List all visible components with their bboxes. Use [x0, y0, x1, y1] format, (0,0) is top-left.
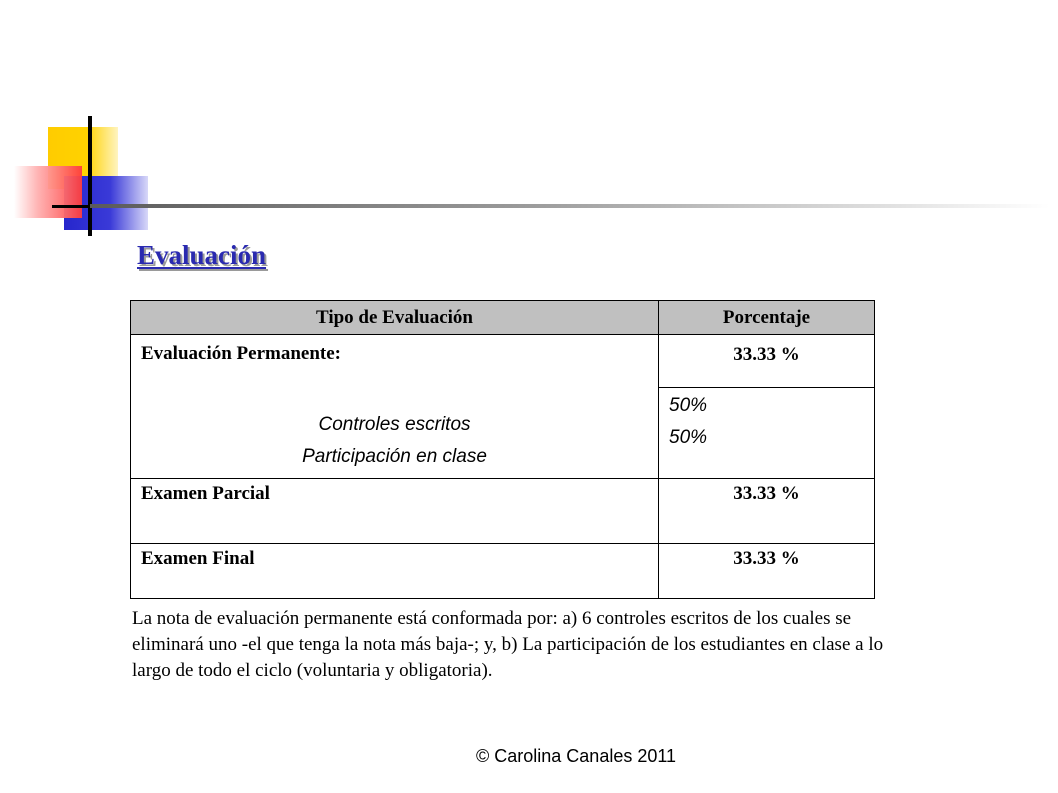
copyright-footer: © Carolina Canales 2011 — [476, 746, 677, 766]
parcial-label: Examen Parcial — [131, 479, 659, 544]
table-header-row — [131, 301, 875, 335]
permanente-value: 33.33 % — [733, 344, 800, 365]
decor-red-square — [14, 166, 82, 218]
sub-item-controles: Controles escritos — [318, 414, 471, 435]
slide-title: Evaluación — [137, 240, 267, 270]
table-row-permanente — [131, 335, 875, 388]
permanente-label: Evaluación Permanente: — [141, 343, 342, 364]
sub-value-participacion: 50% — [669, 427, 708, 449]
decor-horizontal-rule — [90, 204, 1050, 208]
table-row-final — [131, 544, 875, 599]
sub-value-controles: 50% — [669, 395, 708, 417]
table-row-parcial — [131, 479, 875, 544]
permanente-sub-items — [131, 409, 658, 473]
cell-permanente — [131, 335, 659, 479]
parcial-value: 33.33 % — [659, 479, 875, 544]
cell-permanente-value — [659, 335, 875, 388]
evaluation-table — [130, 300, 875, 599]
final-value: 33.33 % — [659, 544, 875, 599]
decor-vertical-line — [88, 116, 92, 236]
cell-permanente-sub-values — [659, 388, 875, 479]
final-label: Examen Final — [131, 544, 659, 599]
sub-item-participacion: Participación en clase — [302, 446, 487, 467]
header-porcentaje: Porcentaje — [659, 301, 875, 335]
header-tipo: Tipo de Evaluación — [131, 301, 659, 335]
evaluation-note: La nota de evaluación permanente está conformada por: a) 6 controles escritos de los cuales se eliminará uno -el que tenga la nota más baja-; y, b) La participación de los estudiantes en clase a lo largo de todo el ciclo (voluntaria y obligatoria). — [132, 608, 884, 681]
